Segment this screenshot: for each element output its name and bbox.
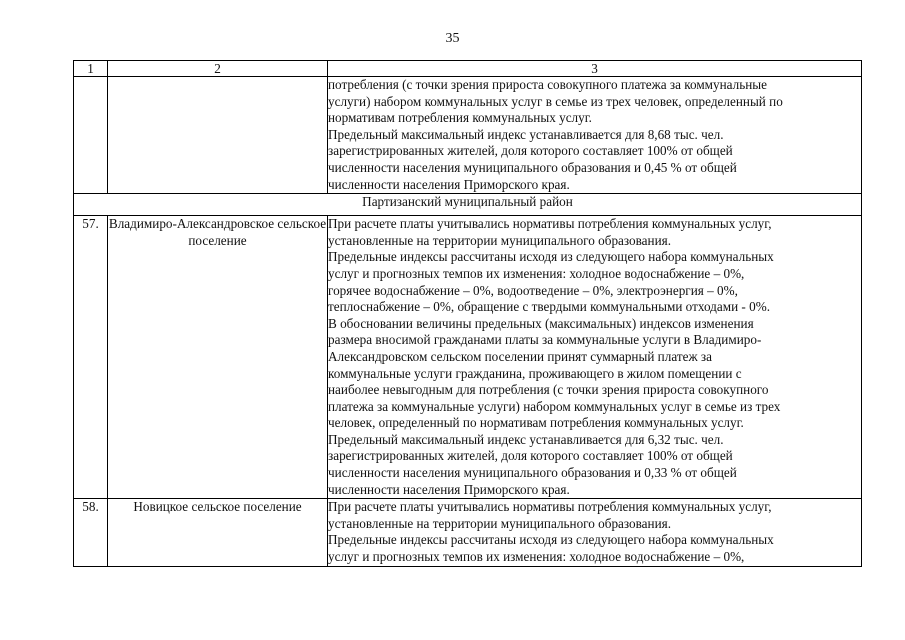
row-number: 57. — [74, 216, 108, 499]
paragraph: Предельные индексы рассчитаны исходя из следующего набора коммунальных услуг и прогнозных темпов их изменения: холодное водоснабжение – 0%, — [328, 532, 774, 565]
table-header-row — [74, 61, 862, 77]
paragraph: Предельные индексы рассчитаны исходя из следующего набора коммунальных услуг и прогнозных темпов их изменения: холодное водоснабжение – 0%, горячее водоснабжение – 0%, водоотведение – 0%, электроэнергия – 0%, теплоснабжение – 0%, обращение с твердыми коммунальными отходами - 0%. — [328, 249, 774, 315]
paragraph: потребления (с точки зрения прироста совокупного платежа за коммунальные услуги) набором коммунальных услуг в семье из трех человек, определенный по нормативам потребления коммунальных услуг. — [328, 77, 783, 126]
indices-table — [73, 60, 862, 567]
table-row — [74, 216, 862, 499]
continuation-name-cell — [108, 77, 328, 194]
column-header-3: 3 — [328, 61, 862, 77]
continuation-text-cell — [328, 77, 862, 194]
paragraph: Предельный максимальный индекс устанавливается для 8,68 тыс. чел. зарегистрированных жителей, доля которого составляет 100% от общей численности населения муниципального образования и 0,45 % от общей численности населения Приморского края. — [328, 126, 737, 192]
paragraph: При расчете платы учитывались нормативы потребления коммунальных услуг, установленные на территории муниципального образования. — [328, 499, 772, 531]
section-row — [74, 194, 862, 216]
table-row — [74, 499, 862, 566]
continuation-num-cell — [74, 77, 108, 194]
column-header-1: 1 — [74, 61, 108, 77]
paragraph: Предельный максимальный индекс устанавливается для 6,32 тыс. чел. зарегистрированных жителей, доля которого составляет 100% от общей численности населения муниципального образования и 0,33 % от общей численности населения Приморского края. — [328, 431, 737, 497]
row-text-cell — [328, 216, 862, 499]
column-header-2: 2 — [108, 61, 328, 77]
settlement-name: Новицкое сельское поселение — [108, 499, 328, 566]
paragraph: В обосновании величины предельных (максимальных) индексов изменения размера вносимой гражданами платы за коммунальные услуги в Владимиро- Александровском сельском поселении принят суммарный платеж за коммунальные услуги гражданина, проживающего в жилом помещении с наиболее невыгодным для потребления (с точки зрения прироста совокупного платежа за коммунальные услуги) набором коммунальных услуг в семье из трех человек, определенный по нормативам потребления коммунальных услуг. — [328, 315, 781, 431]
continuation-row — [74, 77, 862, 194]
row-number: 58. — [74, 499, 108, 566]
page-number: 35 — [445, 31, 460, 46]
row-text-cell — [328, 499, 862, 566]
section-title: Партизанский муниципальный район — [74, 194, 862, 216]
settlement-name: Владимиро-Александровское сельское поселение — [108, 216, 328, 499]
paragraph: При расчете платы учитывались нормативы потребления коммунальных услуг, установленные на территории муниципального образования. — [328, 216, 772, 248]
